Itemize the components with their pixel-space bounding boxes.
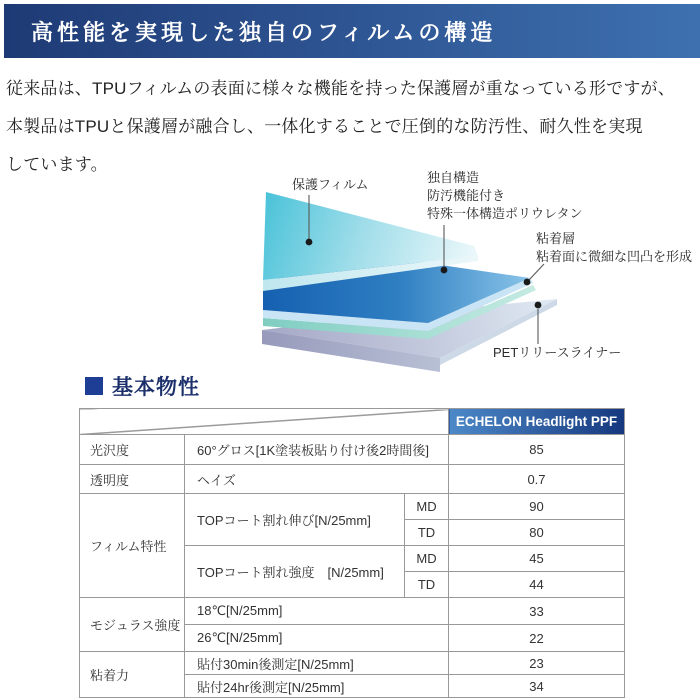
value-cell: 90 [449, 494, 625, 520]
unique-structure-label-line1: 独自構造 [427, 170, 480, 185]
test-cell: 貼付30min後測定[N/25mm] [185, 652, 449, 675]
heading-text: 基本物性 [112, 376, 200, 399]
category-cell: 粘着力 [80, 652, 185, 698]
value-cell: 45 [449, 546, 625, 572]
adhesive-leader-line [529, 264, 544, 280]
test-cell: TOPコート割れ強度 [N/25mm] [185, 546, 405, 598]
value-cell: 44 [449, 572, 625, 598]
product-header-cell: ECHELON Headlight PPF [449, 409, 625, 435]
protective-film-dot [306, 239, 313, 246]
test-cell: 貼付24hr後測定[N/25mm] [185, 675, 449, 698]
value-cell: 80 [449, 520, 625, 546]
category-cell: 透明度 [80, 465, 185, 494]
unique-structure-label-line3: 特殊一体構造ポリウレタン [427, 206, 583, 221]
table-header-row [80, 409, 625, 435]
value-cell: 0.7 [449, 465, 625, 494]
adhesive-label-line1: 粘着層 [536, 231, 576, 246]
value-cell: 22 [449, 625, 625, 652]
test-cell: 18℃[N/25mm] [185, 598, 449, 625]
table-row [80, 598, 625, 625]
pet-liner-label: PETリリースライナー [493, 345, 622, 360]
basic-properties-table [79, 408, 625, 698]
table-row [80, 494, 625, 520]
basic-properties-heading [85, 371, 200, 401]
intro-line-2: 本製品はTPUと保護層が融合し、一体化することで圧倒的な防汚性、耐久性を実現 [6, 117, 643, 136]
test-cell: 60°グロス[1K塗装板貼り付け後2時間後] [185, 435, 449, 465]
direction-cell: TD [405, 520, 449, 546]
film-layers-illustration [0, 168, 700, 378]
intro-paragraph [6, 70, 696, 184]
adhesive-dot [524, 279, 531, 286]
table-row [80, 465, 625, 494]
value-cell: 23 [449, 652, 625, 675]
adhesive-label-line2: 粘着面に微細な凹凸を形成 [536, 249, 693, 264]
film-structure-diagram [0, 168, 700, 378]
value-cell: 33 [449, 598, 625, 625]
category-cell: フィルム特性 [80, 494, 185, 598]
direction-cell: TD [405, 572, 449, 598]
heading-square-icon [85, 377, 103, 395]
table-row [80, 652, 625, 675]
category-cell: 光沢度 [80, 435, 185, 465]
title-banner [4, 4, 700, 58]
test-cell: ヘイズ [185, 465, 449, 494]
value-cell: 34 [449, 675, 625, 698]
diagonal-header-cell [80, 409, 449, 435]
intro-line-1: 従来品は、TPUフィルムの表面に様々な機能を持った保護層が重なっている形ですが、 [6, 79, 675, 98]
unique-structure-label-line2: 防汚機能付き [427, 188, 506, 203]
value-cell: 85 [449, 435, 625, 465]
test-cell: TOPコート割れ伸び[N/25mm] [185, 494, 405, 546]
direction-cell: MD [405, 546, 449, 572]
category-cell: モジュラス強度 [80, 598, 185, 652]
test-cell: 26℃[N/25mm] [185, 625, 449, 652]
pet-liner-dot [535, 302, 542, 309]
table-row [80, 435, 625, 465]
intro-line-3: しています。 [6, 155, 108, 174]
unique-structure-dot [441, 267, 448, 274]
protective-film-label: 保護フィルム [292, 177, 369, 192]
direction-cell: MD [405, 494, 449, 520]
page-title: 高性能を実現した独自のフィルムの構造 [31, 19, 497, 45]
